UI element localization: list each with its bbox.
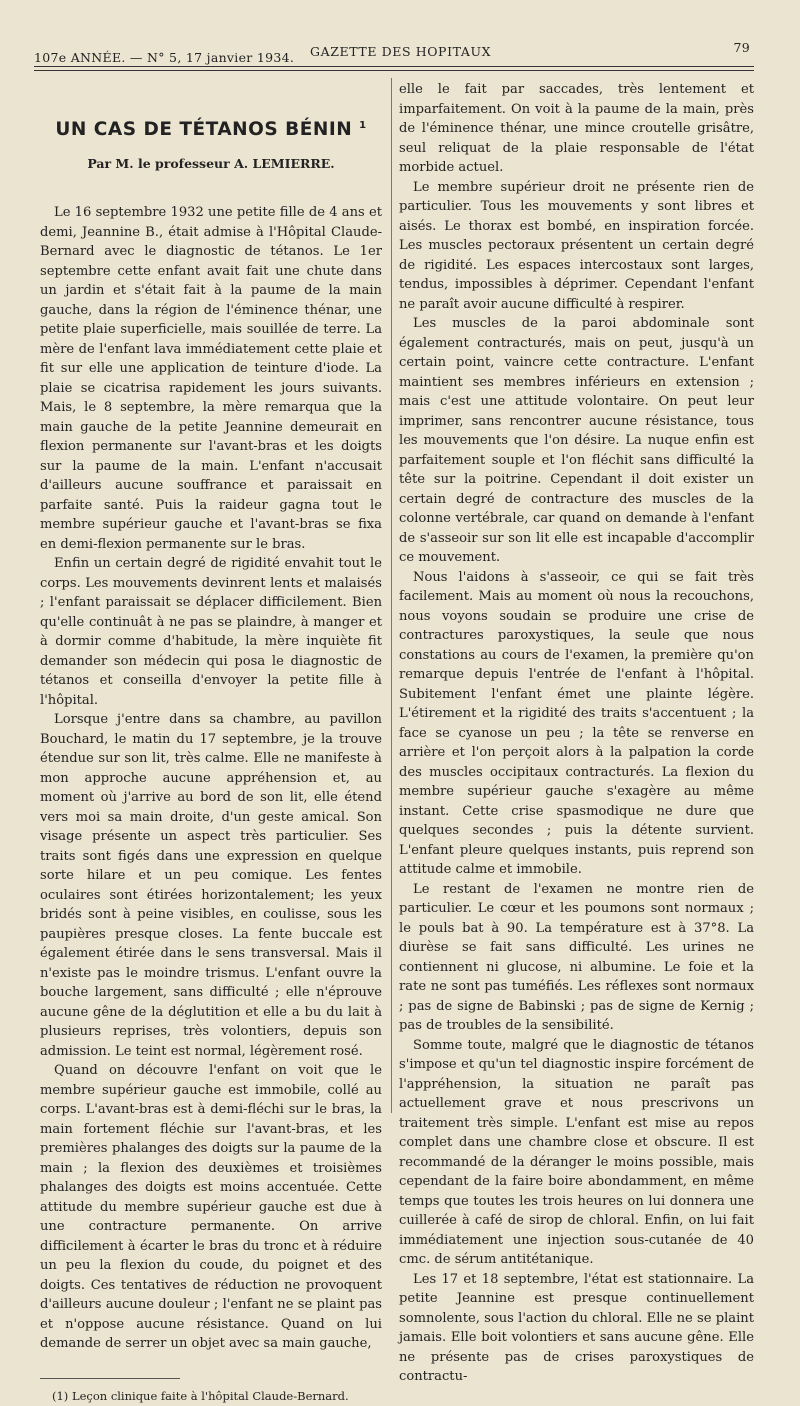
paragraph: Lorsque j'entre dans sa chambre, au pavillon Bouchard, le matin du 17 septembre, je la trouve étendue sur son lit, très calme. Elle ne manifeste à mon approche aucune appréhension et, au moment où j'arrive au bord de son lit, elle étend vers moi sa main droite, d'un geste amical. Son visage présente un aspect très particulier. Ses traits sont figés dans une expression en quelque sorte hilare et un peu comique. Les fentes oculaires sont étirées horizontalement; les yeux bridés sont à peine visibles, en coulisse, sous les paupières presque closes. La fente buccale est également étirée dans le sens transversal. Mais il n'existe pas le moindre trismus. L'enfant ouvre la bouche largement, sans difficulté ; elle n'éprouve aucune gêne de la déglutition et elle a bu du lait à plusieurs reprises, très volontiers, depuis son admission. Le teint est normal, légèrement rosé. bbox=[40, 712, 382, 1059]
footnote-rule bbox=[40, 1378, 180, 1379]
paragraph: Les 17 et 18 septembre, l'état est stationnaire. La petite Jeannine est presque continuellement somnolente, sous l'action du chloral. Elle ne se plaint jamais. Elle boit volontiers et sans aucune gêne. Elle ne présente pas de crises paroxystiques de contractu- bbox=[399, 1271, 754, 1384]
paragraph: Le membre supérieur droit ne présente rien de particulier. Tous les mouvements y sont libres et aisés. Le thorax est bombé, en inspiration forcée. Les muscles pectoraux présentent un certain degré de rigidité. Les espaces intercostaux sont larges, tendus, impossibles à déprimer. Cependant l'enfant ne paraît avoir aucune difficulté à respirer. bbox=[399, 179, 754, 312]
article-title-text: UN CAS DE TÉTANOS BÉNIN bbox=[55, 119, 353, 141]
paragraph: Le 16 septembre 1932 une petite fille de 4 ans et demi, Jeannine B., était admise à l'Hôpital Claude-Bernard avec le diagnostic de tétanos. Le 1er septembre cette enfant avait fait une chute dans un jardin et s'était fait à la paume de la main gauche, dans la région de l'éminence thénar, une petite plaie superficielle, mais souillée de terre. La mère de l'enfant lava immédiatement cette plaie et fit sur elle une application de teinture d'iode. La plaie se cicatrisa rapidement les jours suivants. Mais, le 8 septembre, la mère remarqua que la main gauche de la petite Jeannine demeurait en flexion permanente sur l'avant-bras et les doigts sur la paume de la main. L'enfant n'accusait d'ailleurs aucune souffrance et paraissait en parfaite santé. Puis la raideur gagna tout le membre supérieur gauche et l'avant-bras se fixa en demi-flexion permanente sur le bras. bbox=[40, 205, 382, 552]
paragraph: Les muscles de la paroi abdominale sont également contracturés, mais on peut, jusqu'à un certain point, vaincre cette contracture. L'enfant maintient ses membres inférieurs en extension ; mais c'est une attitude volontaire. On peut leur imprimer, sans rencontrer aucune résistance, tous les mouvements que l'on désire. La nuque enfin est parfaitement souple et l'on fléchit sans difficulté la tête sur la poitrine. Cependant il doit exister un certain degré de contracture des muscles de la colonne vertébrale, car quand on demande à l'enfant de s'asseoir sur son lit elle est incapable d'accomplir ce mouvement. bbox=[399, 316, 754, 565]
paragraph: Enfin un certain degré de rigidité envahit tout le corps. Les mouvements devinrent lents et malaisés ; l'enfant paraissait se déplacer difficilement. Bien qu'elle continuât à ne pas se plaindre, à manger et à dormir comme d'habitude, la mère inquiète fit demander son médecin qui posa le diagnostic de tétanos et conseilla d'envoyer la petite fille à l'hôpital. bbox=[40, 556, 382, 708]
paragraph: Somme toute, malgré que le diagnostic de tétanos s'impose et qu'un tel diagnostic inspire forcément de l'appréhension, la situation ne paraît pas actuellement grave et nous prescrivons un traitement très simple. L'enfant est mise au repos complet dans une chambre close et obscure. Il est recommandé de la déranger le moins possible, mais cependant de la faire boire abondamment, en même temps que toutes les trois heures on lui donnera une cuillerée à café de sirop de chloral. Enfin, on lui fait immédiatement une injection sous-cutanée de 40 cmc. de sérum antitétanique. bbox=[399, 1037, 754, 1267]
article-byline: Par M. le professeur A. LEMIERRE. bbox=[87, 155, 335, 171]
header-rule-bottom bbox=[34, 70, 754, 71]
title-footnote-marker: 1 bbox=[359, 120, 367, 131]
paragraph: Nous l'aidons à s'asseoir, ce qui se fait très facilement. Mais au moment où nous la recouchons, nous voyons soudain se produire une crise de contractures paroxystiques, la seule que nous constations au cours de l'examen, la première qu'on remarque depuis l'entrée de l'enfant à l'hôpital. Subitement l'enfant émet une plainte légère. L'étirement et la rigidité des traits s'accentuent ; la face se cyanose un peu ; la tête se renverse en arrière et l'on perçoit alors à la palpation la corde des muscles occipitaux contracturés. La flexion du membre supérieur gauche s'exagère au même instant. Cette crise spasmodique ne dure que quelques secondes ; puis la détente survient. L'enfant pleure quelques instants, puis reprend son attitude calme et immobile. bbox=[399, 569, 754, 877]
page-number: 79 bbox=[733, 40, 750, 55]
header-rule-top bbox=[34, 66, 754, 67]
running-head bbox=[34, 40, 750, 66]
paragraph: Quand on découvre l'enfant on voit que le membre supérieur gauche est immobile, collé au corps. L'avant-bras est à demi-fléchi sur le bras, la main fortement fléchie sur l'avant-bras, et les premières phalanges des doigts sur la paume de la main ; la flexion des deuxièmes et troisièmes phalanges des doigts est moins accentuée. Cette attitude du membre supérieur gauche est due à une contracture permanente. On arrive difficilement à écarter le bras du tronc et à réduire un peu la flexion du coude, du poignet et des doigts. Ces tentatives de réduction ne provoquent d'ailleurs aucune douleur ; l'enfant ne se plaint pas et n'oppose aucune résistance. Quand on lui demande de serrer un objet avec sa main gauche, bbox=[40, 1063, 382, 1352]
article-title bbox=[40, 116, 382, 140]
paragraph: elle le fait par saccades, très lentement et imparfaitement. On voit à la paume de la main, près de l'éminence thénar, une mince croutelle grisâtre, seul reliquat de la plaie responsable de l'état morbide actuel. bbox=[399, 82, 754, 175]
column-divider bbox=[391, 78, 392, 1113]
right-column bbox=[399, 80, 754, 1387]
issue-info: 107e ANNÉE. — N° 5, 17 janvier 1934. bbox=[34, 50, 295, 65]
left-column bbox=[40, 80, 382, 1406]
paragraph: Le restant de l'examen ne montre rien de particulier. Le cœur et les poumons sont normaux ; le pouls bat à 90. La température est à 37°8. La diurèse se fait sans difficulté. Les urines ne contiennent ni glucose, ni albumine. Le foie et la rate ne sont pas tuméfiés. Les réflexes sont normaux ; pas de signe de Babinski ; pas de signe de Kernig ; pas de troubles de la sensibilité. bbox=[399, 881, 754, 1033]
footnote: (1) Leçon clinique faite à l'hôpital Claude-Bernard. bbox=[52, 1388, 349, 1403]
journal-name: GAZETTE DES HOPITAUX bbox=[310, 44, 492, 59]
